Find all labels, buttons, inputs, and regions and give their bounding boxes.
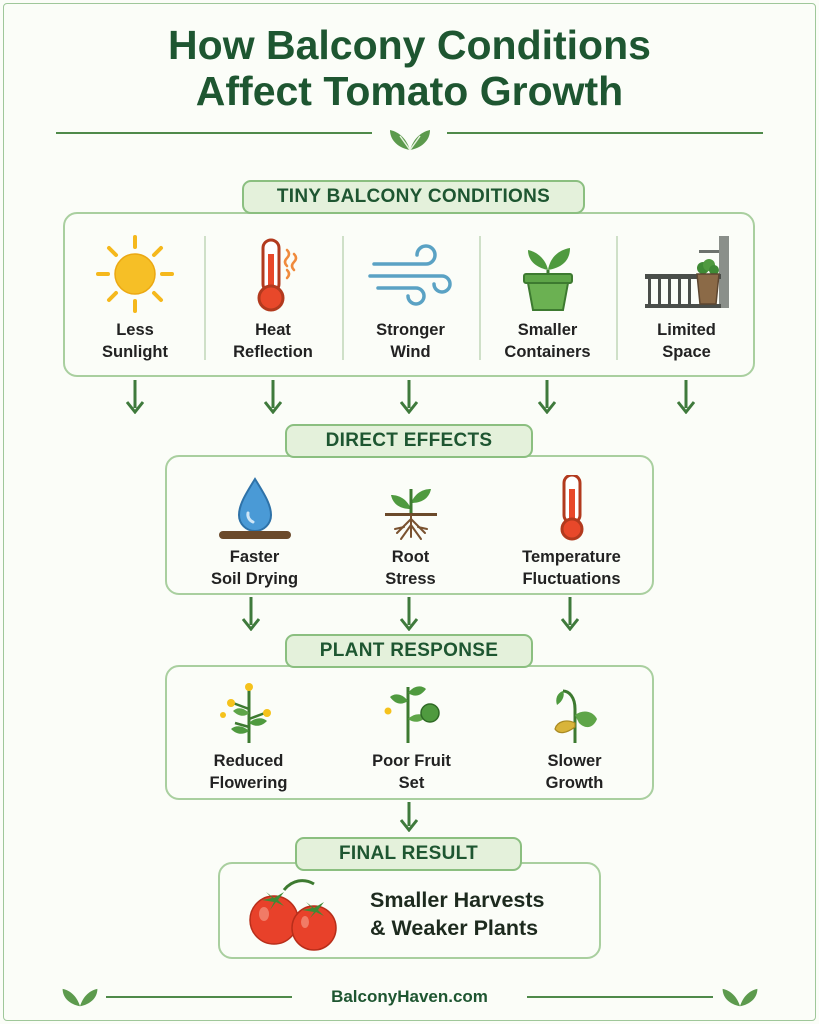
section-label-direct-effects: DIRECT EFFECTS [285, 424, 533, 458]
fruiting-plant-icon [372, 679, 452, 745]
direct-effects-panel [165, 455, 654, 595]
response-poor-fruit-set [330, 679, 493, 794]
arrow-down-icon [264, 380, 282, 414]
condition-heat-reflection [204, 234, 342, 363]
arrow-down-icon [400, 597, 418, 631]
water-drop-icon [215, 475, 295, 541]
title-rule-right [447, 132, 763, 134]
item-label: Slower Growth [545, 752, 604, 792]
arrow-down-icon [400, 380, 418, 414]
condition-smaller-containers [479, 234, 616, 363]
plant-response-panel [165, 665, 654, 800]
item-label: Root Stress [385, 548, 436, 588]
title-rule-left [56, 132, 372, 134]
effect-faster-soil-drying [177, 475, 332, 590]
section-label-final-result: FINAL RESULT [295, 837, 522, 871]
arrow-down-icon [242, 597, 260, 631]
item-label: Heat Reflection [233, 321, 313, 361]
item-label: Limited Space [657, 321, 716, 361]
footer-rule-right [527, 996, 713, 998]
response-reduced-flowering [167, 679, 330, 794]
effect-temperature-fluctuations [489, 475, 654, 590]
flowering-plant-icon [209, 679, 289, 745]
arrow-down-icon [126, 380, 144, 414]
item-label: Poor Fruit Set [372, 752, 451, 792]
condition-stronger-wind [342, 234, 479, 363]
thermometer-heat-icon [233, 234, 313, 314]
item-label: Less Sunlight [102, 321, 168, 361]
tomatoes-icon [244, 874, 344, 954]
wilting-plant-icon [535, 679, 615, 745]
sun-icon [95, 234, 175, 314]
wind-icon [368, 234, 454, 314]
item-label: Reduced Flowering [209, 752, 288, 792]
balcony-railing-icon [639, 234, 735, 314]
arrow-down-icon [677, 380, 695, 414]
response-slower-growth [493, 679, 656, 794]
potted-plant-icon [508, 234, 588, 314]
thermometer-icon [532, 475, 612, 541]
leaves-icon [387, 120, 433, 154]
condition-less-sunlight [65, 234, 205, 363]
item-label: Temperature Fluctuations [522, 548, 621, 588]
conditions-panel [63, 212, 755, 377]
section-label-conditions: TINY BALCONY CONDITIONS [242, 180, 585, 214]
item-label: Smaller Containers [504, 321, 591, 361]
page-title: How Balcony Conditions Affect Tomato Growth [168, 22, 651, 114]
arrow-down-icon [400, 802, 418, 832]
leaves-icon [720, 980, 760, 1010]
roots-icon [371, 475, 451, 541]
footer-website: BalconyHaven.com [331, 987, 488, 1006]
final-result-panel [218, 862, 601, 959]
section-label-plant-response: PLANT RESPONSE [285, 634, 533, 668]
effect-root-stress [333, 475, 488, 590]
arrow-down-icon [538, 380, 556, 414]
item-label: Stronger Wind [376, 321, 445, 361]
final-result-text: Smaller Harvests & Weaker Plants [370, 888, 545, 940]
item-label: Faster Soil Drying [210, 548, 299, 588]
arrow-down-icon [561, 597, 579, 631]
condition-limited-space [616, 234, 757, 363]
